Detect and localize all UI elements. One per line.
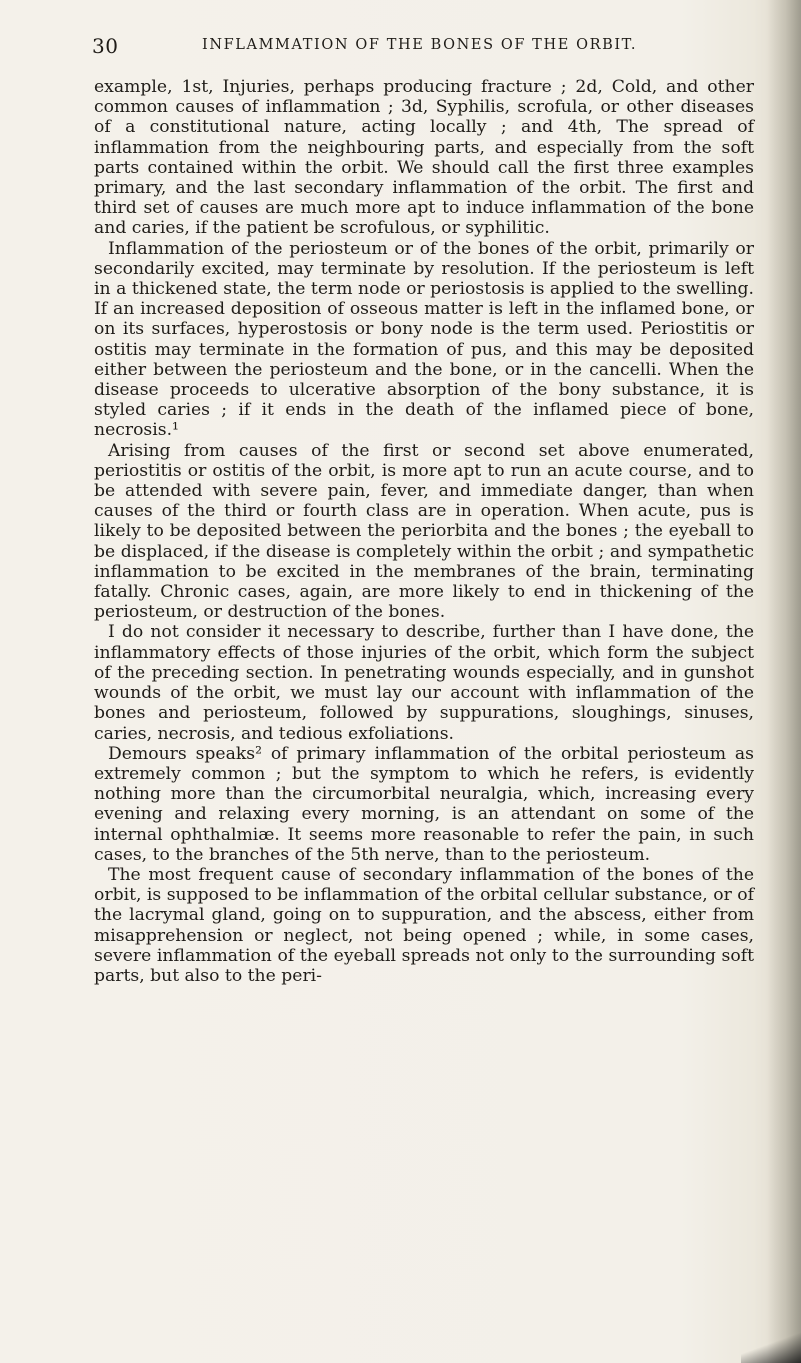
paragraph: Arising from causes of the first or second set above enumerated, periostitis or ostitis of the orbit, is more apt to run an acute course, and to be attended with severe pain, fever, and immediate danger, than when causes of the third or fourth class are in operation. When acute, pus is likely to be deposited between the periorbita and the bones ; the eyeball to be displaced, if the disease is completely within the orbit ; and sympathetic inflammation to be excited in the membranes of the brain, terminating fatally. Chronic cases, again, are more likely to end in thickening of the periosteum, or destruction of the bones. bbox=[94, 440, 754, 623]
page-number: 30 bbox=[92, 34, 119, 58]
page-corner-shadow bbox=[741, 1323, 801, 1363]
running-title: INFLAMMATION OF THE BONES OF THE ORBIT. bbox=[202, 37, 638, 53]
paragraph: The most frequent cause of secondary inflammation of the bones of the orbit, is supposed to be inflammation of the orbital cellular substance, or of the lacrymal gland, going on to suppuration, and the abscess, either from misapprehension or neglect, not being opened ; while, in some cases, severe inflammation of the eyeball spreads not only to the surrounding soft parts, but also to the peri- bbox=[94, 864, 754, 986]
page-header bbox=[92, 34, 752, 58]
page-edge-shadow bbox=[767, 0, 801, 1363]
body-text bbox=[94, 77, 754, 986]
paragraph: Demours speaks² of primary inflammation of the orbital periosteum as extremely common ; but the symptom to which he refers, is evidently nothing more than the circumorbital neuralgia, which, increasing every evening and relaxing every morning, is an attendant on some of the internal ophthalmiæ. It seems more reasonable to refer the pain, in such cases, to the branches of the 5th nerve, than to the periosteum. bbox=[94, 743, 754, 865]
paragraph: example, 1st, Injuries, perhaps producing fracture ; 2d, Cold, and other common causes of inflammation ; 3d, Syphilis, scrofula, or other diseases of a constitutional nature, acting locally ; and 4th, The spread of inflammation from the neighbouring parts, and especially from the soft parts contained within the orbit. We should call the first three examples primary, and the last secondary inflammation of the orbit. The first and third set of causes are much more apt to induce inflammation of the bone and caries, if the patient be scrofulous, or syphilitic. bbox=[94, 77, 754, 239]
paragraph: I do not consider it necessary to describe, further than I have done, the inflammatory effects of those injuries of the orbit, which form the subject of the preceding section. In penetrating wounds especially, and in gunshot wounds of the orbit, we must lay our account with inflammation of the bones and periosteum, followed by suppurations, sloughings, sinuses, caries, necrosis, and tedious exfoliations. bbox=[94, 622, 754, 744]
paragraph: Inflammation of the periosteum or of the bones of the orbit, primarily or secondarily excited, may terminate by resolution. If the periosteum is left in a thickened state, the term node or periostosis is applied to the swelling. If an increased deposition of osseous matter is left in the inflamed bone, or on its surfaces, hyperostosis or bony node is the term used. Periostitis or ostitis may terminate in the formation of pus, and this may be deposited either between the periosteum and the bone, or in the cancelli. When the disease proceeds to ulcerative absorption of the bony substance, it is styled caries ; if it ends in the death of the inflamed piece of bone, necrosis.¹ bbox=[94, 238, 754, 441]
